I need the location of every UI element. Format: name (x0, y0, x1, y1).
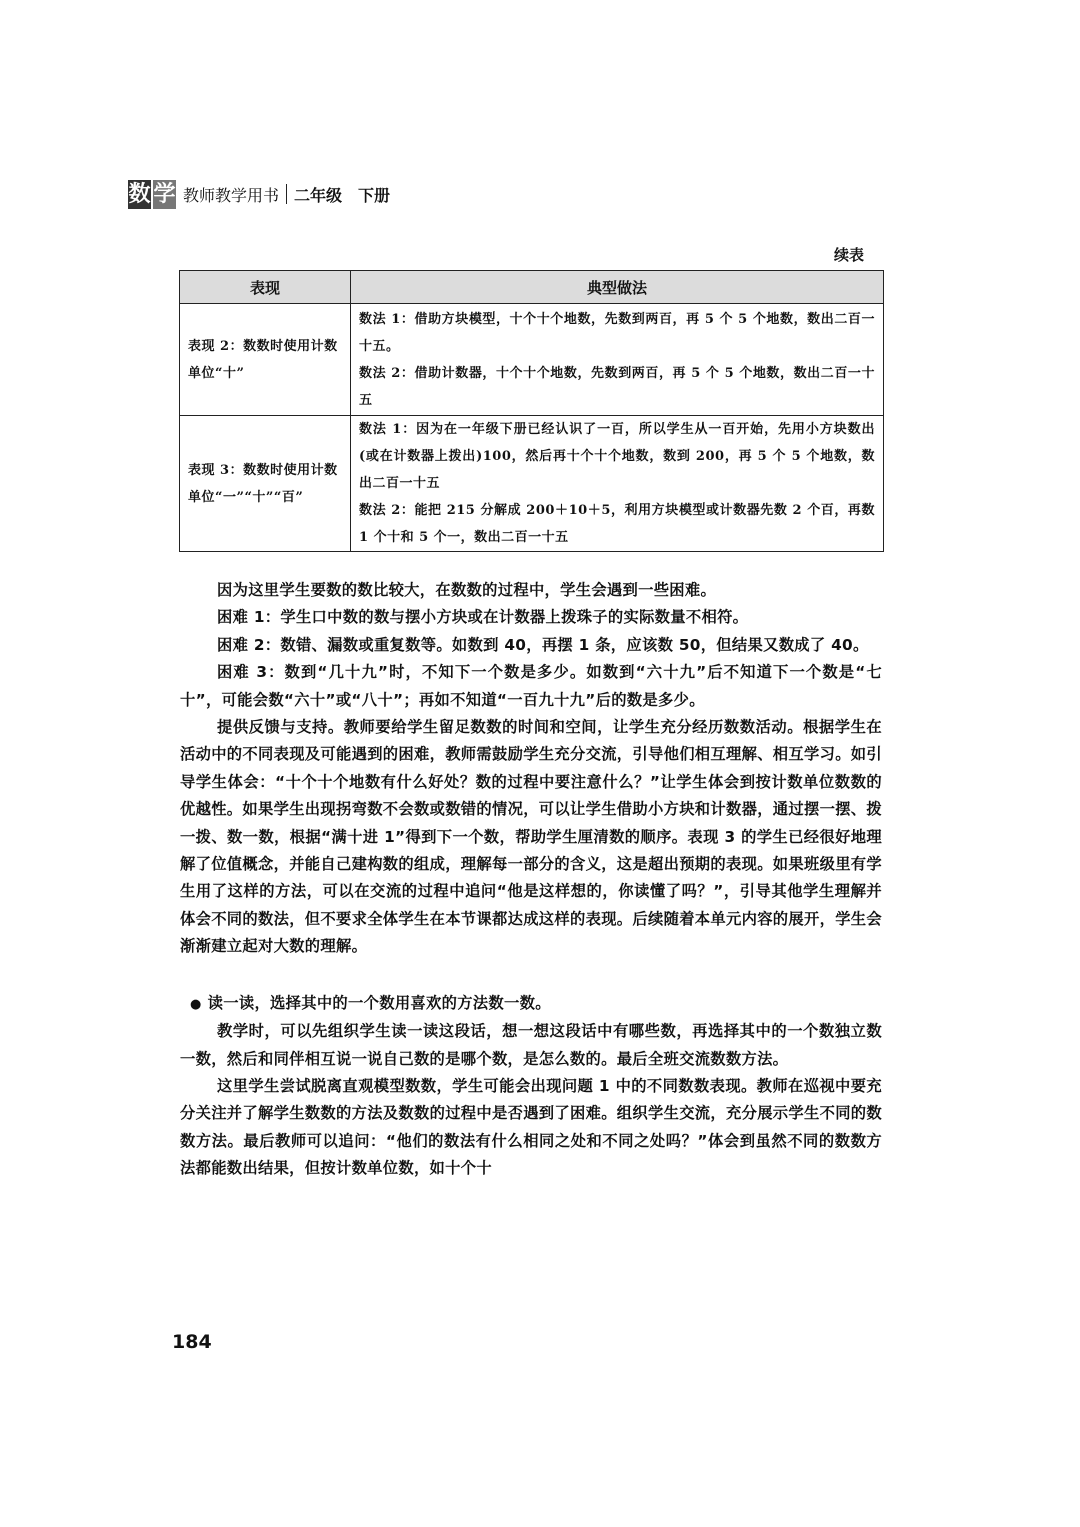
methods-cell (351, 416, 884, 552)
paragraph-body: 教师要给学生留足数数的时间和空间，让学生充分经历数数活动。根据学生在活动中的不同表现及可能遇到的困难，教师需鼓励学生充分交流，引导他们相互理解、相互学习。如引导学生体会：“十个十个地数有什么好处？数的过程中要注意什么？”让学生体会到按计数单位数数的优越性。如果学生出现拐弯数不会数或数错的情况，可以让学生借助小方块和计数器，通过摆一摆、拨一拨、数一数，根据“满十进 1”得到下一个数，帮助学生厘清数的顺序。表现 3 的学生已经很好地理解了位值概念，并能自己建构数的组成，理解每一部分的含义，这是超出预期的表现。如果班级里有学生用了这样的方法，可以在交流的过程中追问“他是这样想的，你读懂了吗？”，引导其他学生理解并体会不同的数法，但不要求全体学生在本节课都达成这样的表现。后续随着本单元内容的展开，学生会渐渐建立起对大数的理解。 (180, 718, 883, 956)
header-divider (286, 184, 287, 204)
method-text: 数法 1：因为在一年级下册已经认识了一百，所以学生从一百开始，先用小方块数出(或在计数器上拨出)100，然后再十个十个地数，数到 200，再 5 个 5 个地数，数出二百一十五 (359, 422, 875, 491)
paragraph: 教学时，可以先组织学生读一读这段话，想一想这段话中有哪些数，再选择其中的一个数独立数一数，然后和同伴相互说一说自己数的是哪个数，是怎么数的。最后全班交流数数方法。 (180, 1022, 882, 1068)
logo-char-xue: 学 (153, 180, 176, 207)
table-row (180, 304, 884, 416)
methods-table (179, 270, 884, 552)
paragraph: 因为这里学生要数的数比较大，在数数的过程中，学生会遇到一些困难。 (217, 581, 717, 599)
method-text: 数法 2：借助计数器，十个十个地数，先数到两百，再 5 个 5 个地数，数出二百一十五 (359, 365, 875, 408)
section-heading-text: 读一读，选择其中的一个数用喜欢的方法数一数。 (207, 993, 551, 1012)
method-text: 数法 1：借助方块模型，十个十个地数，先数到两百，再 5 个 5 个地数，数出二百一十五。 (359, 311, 875, 354)
table-header-row (180, 271, 884, 304)
logo-char-shu: 数 (128, 180, 151, 207)
paragraph: 困难 2：数错、漏数或重复数等。如数到 40，再摆 1 条，应该数 50，但结果又数成了 40。 (217, 635, 869, 654)
paragraph: 困难 1：学生口中数的数与摆小方块或在计数器上拨珠子的实际数量不相符。 (217, 608, 749, 627)
body-text (180, 577, 882, 1183)
paragraph: 这里学生尝试脱离直观模型数数，学生可能会出现问题 1 中的不同数数表现。教师在巡视中要充分关注并了解学生数数的方法及数数的过程中是否遇到了困难。组织学生交流，充分展示学生不同的数数方法。最后教师可以追问：“他们的数法有什么相同之处和不同之处吗？”体会到虽然不同的数数方法都能数出结果，但按计数单位数，如十个十 (180, 1076, 882, 1178)
bullet-icon: ● (190, 996, 202, 1012)
paragraph-lead: 提供反馈与支持。 (217, 718, 344, 737)
grade-label: 二年级 下册 (294, 185, 391, 205)
methods-cell (351, 304, 884, 416)
method-text: 数法 2：能把 215 分解成 200＋10＋5，利用方块模型或计数器先数 2 个百，再数 1 个十和 5 个一，数出二百一十五 (359, 503, 875, 545)
paragraph: 困难 3：数到“几十九”时，不知下一个数是多少。如数到“六十九”后不知道下一个数是“七十”，可能会数“六十”或“八十”；再如不知道“一百九十九”后的数是多少。 (180, 663, 882, 709)
page-number: 184 (172, 1331, 212, 1353)
table-row (180, 416, 884, 552)
table-continued-label: 续表 (833, 246, 864, 264)
performance-cell: 表现 2：数数时使用计数单位“十” (180, 304, 351, 416)
running-header (128, 176, 390, 212)
paragraph (180, 714, 882, 961)
column-header-methods: 典型做法 (351, 271, 884, 304)
book-title: 教师教学用书 (183, 185, 280, 205)
column-header-performance: 表现 (180, 271, 351, 304)
section-heading (180, 990, 882, 1018)
performance-cell: 表现 3：数数时使用计数单位“一”“十”“百” (180, 416, 351, 552)
